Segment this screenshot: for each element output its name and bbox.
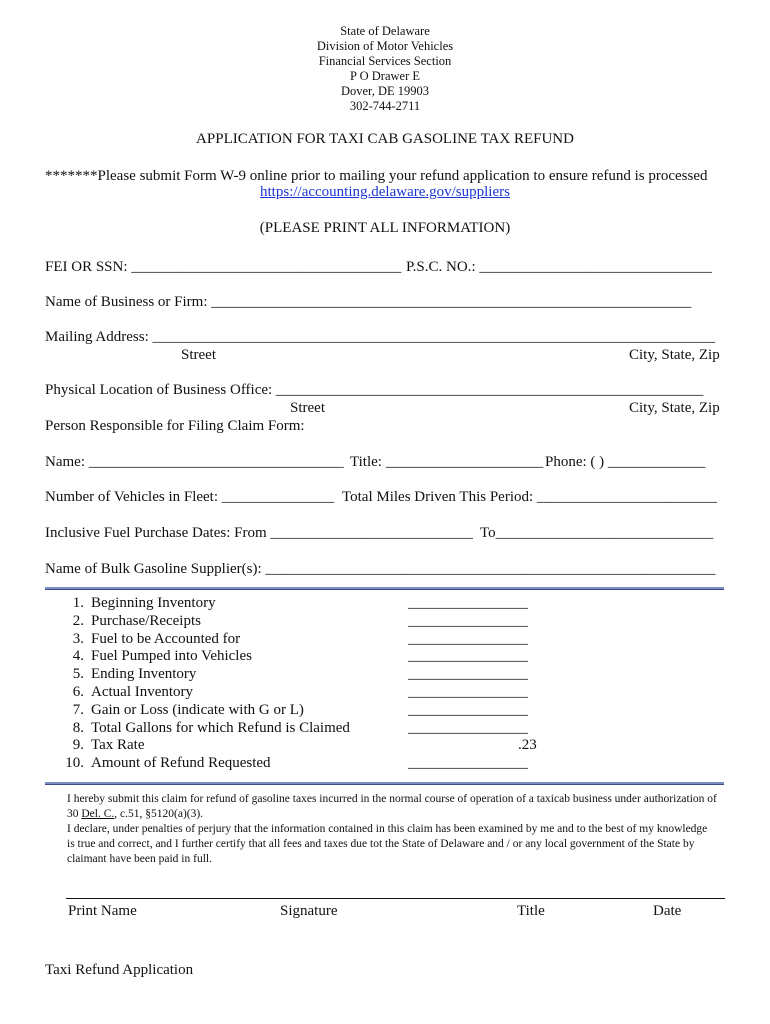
- list-item: 7. Gain or Loss (indicate with G or L) ________________: [72, 701, 528, 718]
- fei-ssn-field[interactable]: FEI OR SSN: ____________________________________: [45, 259, 402, 275]
- header-line-state: State of Delaware: [340, 24, 430, 38]
- item-value-field[interactable]: ________________: [408, 595, 528, 611]
- phone-field[interactable]: Phone: ( ) _____________: [545, 454, 706, 470]
- list-item: 10. Amount of Refund Requested ________________: [65, 755, 528, 772]
- refund-items-list: [62, 595, 562, 773]
- item-value-field[interactable]: ________________: [408, 612, 528, 629]
- section-divider-bottom: [45, 782, 724, 785]
- list-item: 4. Fuel Pumped into Vehicles ________________: [72, 648, 528, 665]
- title-caption: Title: [517, 903, 545, 919]
- physical-location-field[interactable]: Physical Location of Business Office: _________________________________________________________: [45, 382, 704, 398]
- dates-from-field[interactable]: Inclusive Fuel Purchase Dates: From ___________________________: [45, 525, 473, 541]
- item-value-field[interactable]: ________________: [408, 755, 528, 772]
- mailing-city-caption: City, State, Zip: [629, 347, 720, 363]
- dates-to-field[interactable]: To_____________________________: [480, 525, 714, 541]
- mailing-street-caption: Street: [181, 347, 216, 363]
- item-value-field[interactable]: ________________: [408, 719, 528, 736]
- header-line-city: Dover, DE 19903: [340, 84, 430, 98]
- form-title: APPLICATION FOR TAXI CAB GASOLINE TAX REFUND: [196, 131, 574, 147]
- item-value-field[interactable]: ________________: [408, 683, 528, 700]
- date-caption: Date: [653, 903, 682, 919]
- suppliers-link[interactable]: https://accounting.delaware.gov/suppliers: [260, 184, 510, 200]
- declaration-text: I hereby submit this claim for refund of gasoline taxes incurred in the normal course of operation of a taxicab business under authorization of 30 Del. C., c.51, §5120(a)(3). I declare, under penalties of perjury that the information contained in this claim has been examined by me and to the best of my knowledge is true and correct, and I further certify that all fees and taxes due tot the State of Delaware and / or any local government of the State by claimant have been paid in full.: [67, 793, 717, 865]
- physical-street-caption: Street: [290, 400, 325, 416]
- list-item: 1. Beginning Inventory ________________: [72, 595, 528, 611]
- print-name-caption: Print Name: [68, 903, 137, 919]
- list-item: 9. Tax Rate .23: [72, 737, 537, 754]
- statute-reference: Del. C.: [81, 808, 115, 820]
- person-responsible-heading: Person Responsible for Filing Claim Form:: [45, 418, 305, 434]
- item-value-field[interactable]: ________________: [408, 666, 528, 683]
- list-item: 8. Total Gallons for which Refund is Claimed ________________: [72, 719, 528, 736]
- list-item: 5. Ending Inventory ________________: [72, 666, 528, 683]
- header-line-phone: 302-744-2711: [349, 99, 421, 113]
- signature-caption: Signature: [280, 903, 338, 919]
- mailing-address-field[interactable]: Mailing Address: ___________________________________________________________________________: [45, 329, 715, 345]
- item-value-field[interactable]: ________________: [408, 630, 528, 647]
- section-divider-top: [45, 587, 724, 590]
- header-line-section: Financial Services Section: [318, 54, 452, 68]
- footer-form-name: Taxi Refund Application: [45, 962, 194, 978]
- psc-no-field[interactable]: P.S.C. NO.: _______________________________: [406, 259, 712, 275]
- physical-city-caption: City, State, Zip: [629, 400, 720, 416]
- supplier-field[interactable]: Name of Bulk Gasoline Supplier(s): ____________________________________________________________: [45, 561, 716, 577]
- print-note: (PLEASE PRINT ALL INFORMATION): [259, 220, 511, 236]
- list-item: 2. Purchase/Receipts ________________: [72, 612, 528, 629]
- tax-rate-value: .23: [518, 737, 537, 754]
- business-name-field[interactable]: Name of Business or Firm: ________________________________________________________________: [45, 294, 692, 310]
- item-value-field[interactable]: ________________: [408, 701, 528, 718]
- header-line-division: Division of Motor Vehicles: [316, 39, 454, 53]
- miles-field[interactable]: Total Miles Driven This Period: ________________________: [342, 489, 717, 505]
- list-item: 3. Fuel to be Accounted for ________________: [72, 630, 528, 647]
- list-item: 6. Actual Inventory ________________: [72, 683, 528, 700]
- name-field[interactable]: Name: __________________________________: [45, 454, 344, 470]
- item-value-field[interactable]: ________________: [408, 648, 528, 665]
- signature-line[interactable]: [66, 898, 725, 899]
- header-line-po-box: P O Drawer E: [349, 69, 420, 83]
- w9-notice: *******Please submit Form W-9 online prior to mailing your refund application to ensure refund is processed: [45, 168, 708, 184]
- vehicles-field[interactable]: Number of Vehicles in Fleet: _______________: [45, 489, 335, 505]
- title-field[interactable]: Title: _____________________: [350, 454, 544, 470]
